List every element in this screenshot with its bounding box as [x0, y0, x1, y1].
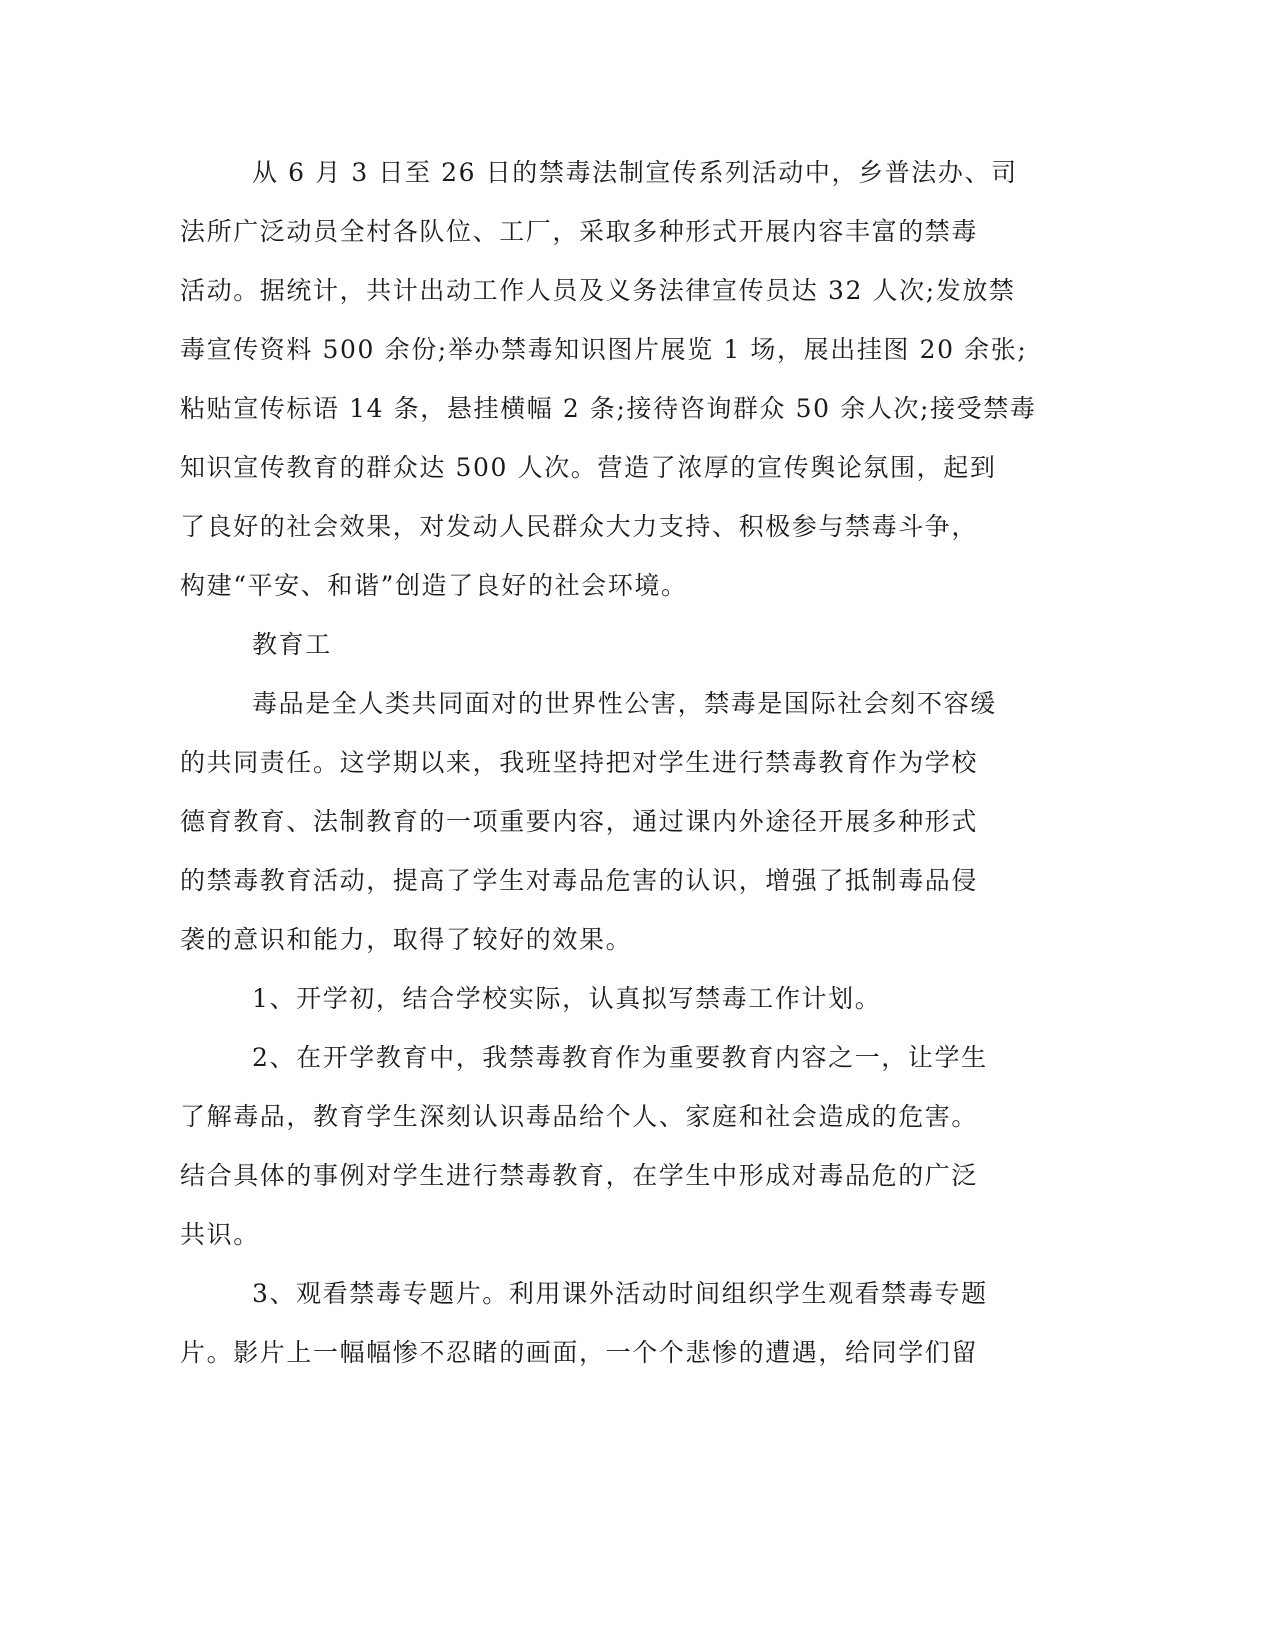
text-line: 知识宣传教育的群众达 500 人次。营造了浓厚的宣传舆论氛围，起到	[180, 453, 997, 482]
text-line: 3、观看禁毒专题片。利用课外活动时间组织学生观看禁毒专题	[252, 1279, 988, 1308]
list-item	[180, 1045, 1050, 1247]
list-item	[180, 1281, 1050, 1365]
text-line: 法所广泛动员全村各队位、工厂，采取多种形式开展内容丰富的禁毒	[180, 217, 979, 246]
text-line: 构建“平安、和谐”创造了良好的社会环境。	[180, 571, 688, 600]
list-item	[180, 986, 1050, 1011]
text-line: 德育教育、法制教育的一项重要内容，通过课内外途径开展多种形式	[180, 807, 979, 836]
paragraph	[180, 160, 1050, 598]
text-line: 片。影片上一幅幅惨不忍睹的画面，一个个悲惨的遭遇，给同学们留	[180, 1338, 979, 1367]
paragraph	[180, 691, 1050, 952]
text-line: 从 6 月 3 日至 26 日的禁毒法制宣传系列活动中，乡普法办、司	[252, 158, 1018, 187]
document-body	[180, 160, 1050, 1365]
text-line: 1、开学初，结合学校实际，认真拟写禁毒工作计划。	[252, 984, 882, 1013]
text-line: 袭的意识和能力，取得了较好的效果。	[180, 925, 633, 954]
text-line: 共识。	[180, 1220, 260, 1249]
text-line: 了良好的社会效果，对发动人民群众大力支持、积极参与禁毒斗争，	[180, 512, 979, 541]
text-line: 了解毒品，教育学生深刻认识毒品给个人、家庭和社会造成的危害。	[180, 1102, 979, 1131]
text-line: 结合具体的事例对学生进行禁毒教育，在学生中形成对毒品危的广泛	[180, 1161, 979, 1190]
text-line: 的共同责任。这学期以来，我班坚持把对学生进行禁毒教育作为学校	[180, 748, 979, 777]
text-line: 2、在开学教育中，我禁毒教育作为重要教育内容之一，让学生	[252, 1043, 988, 1072]
text-line: 毒品是全人类共同面对的世界性公害，禁毒是国际社会刻不容缓	[252, 689, 997, 718]
text-line: 的禁毒教育活动，提高了学生对毒品危害的认识，增强了抵制毒品侵	[180, 866, 979, 895]
text-line: 活动。据统计，共计出动工作人员及义务法律宣传员达 32 人次;发放禁	[180, 276, 1016, 305]
text-line: 粘贴宣传标语 14 条，悬挂横幅 2 条;接待咨询群众 50 余人次;接受禁毒	[180, 394, 1037, 423]
text-line: 毒宣传资料 500 余份;举办禁毒知识图片展览 1 场，展出挂图 20 余张;	[180, 335, 1028, 364]
section-heading: 教育工	[252, 630, 332, 659]
